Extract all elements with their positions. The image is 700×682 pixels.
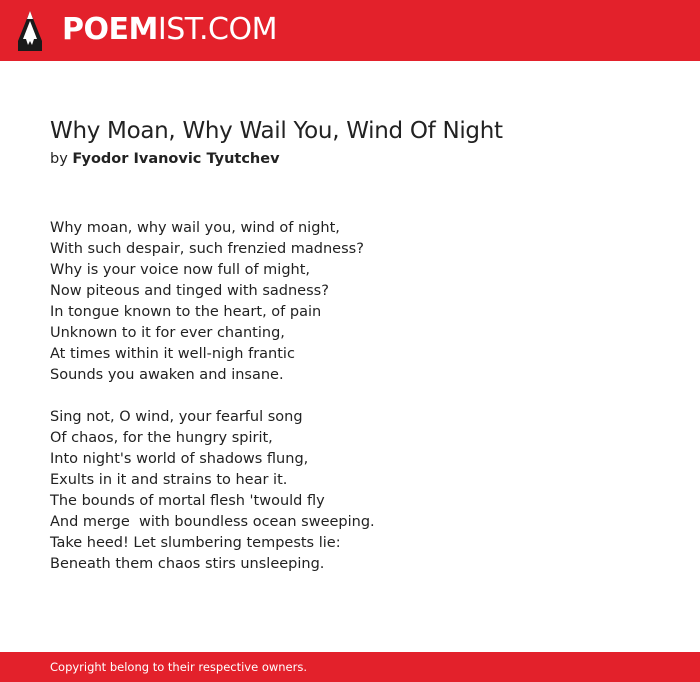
poem-line: With such despair, such frenzied madness? [50, 241, 364, 257]
stanza [50, 407, 650, 575]
poem-title: Why Moan, Why Wail You, Wind Of Night [50, 118, 503, 144]
poem-body [50, 218, 650, 596]
by-label: by [50, 151, 68, 167]
site-header [0, 0, 700, 61]
poem-line: The bounds of mortal flesh 'twould fly [50, 493, 325, 509]
poem-author: Fyodor Ivanovic Tyutchev [72, 151, 280, 167]
logo-light-text: IST.COM [157, 12, 277, 47]
poem-line: And merge with boundless ocean sweeping. [50, 514, 375, 530]
poem-byline [50, 149, 280, 169]
logo-bold-text: POEM [62, 12, 158, 47]
poem-line: Beneath them chaos stirs unsleeping. [50, 556, 325, 572]
copyright-text: Copyright belong to their respective owners. [50, 660, 308, 674]
site-logo[interactable] [62, 12, 277, 48]
poem-line: Why moan, why wail you, wind of night, [50, 220, 340, 236]
site-footer [0, 652, 700, 682]
poem-line: Why is your voice now full of might, [50, 262, 311, 278]
poem-line: In tongue known to the heart, of pain [50, 304, 322, 320]
poem-line: Sing not, O wind, your fearful song [50, 409, 303, 425]
poem-line: Now piteous and tinged with sadness? [50, 283, 329, 299]
poem-line: Into night's world of shadows flung, [50, 451, 309, 467]
poem-line: Exults in it and strains to hear it. [50, 472, 288, 488]
poem-line: Unknown to it for ever chanting, [50, 325, 285, 341]
poem-line: Take heed! Let slumbering tempests lie: [50, 535, 341, 551]
stanza [50, 218, 650, 386]
poem-line: At times within it well-nigh frantic [50, 346, 295, 362]
poem-line: Sounds you awaken and insane. [50, 367, 284, 383]
poem-line: Of chaos, for the hungry spirit, [50, 430, 273, 446]
pencil-tip-icon[interactable] [18, 11, 42, 51]
